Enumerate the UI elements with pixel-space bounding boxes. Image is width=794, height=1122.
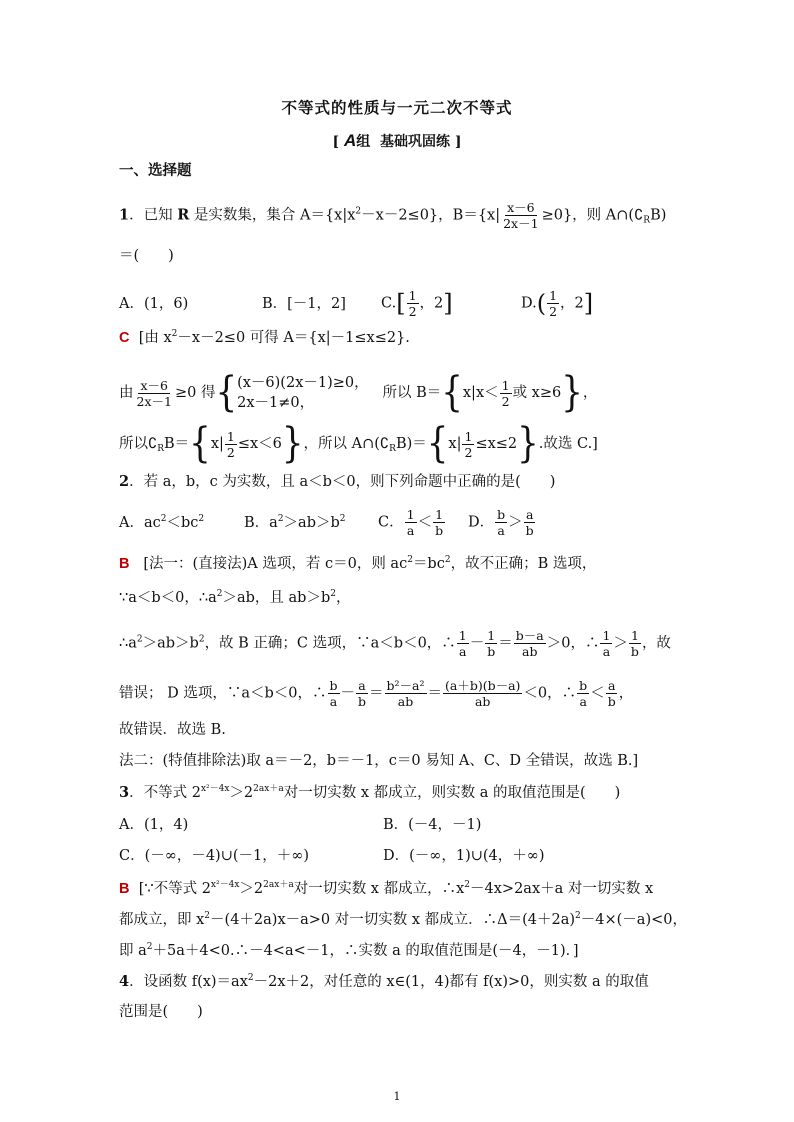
solution-text: ∴a bbox=[119, 635, 137, 652]
q1-option-b: B．[－1，2] bbox=[262, 296, 346, 312]
denominator: 2 bbox=[226, 444, 235, 460]
denominator: 2x－1 bbox=[136, 393, 172, 409]
group-subtitle bbox=[0, 131, 794, 152]
page-number: 1 bbox=[393, 1090, 401, 1103]
denominator: 2 bbox=[464, 444, 473, 460]
q2-answer: B bbox=[119, 556, 130, 572]
exponent: x²－4x bbox=[200, 784, 230, 794]
q1-text: ≥0}，则 A∩(∁ bbox=[541, 207, 644, 224]
solution-text: －(4＋2a)x－a>0 对一切实数 x 都成立．∴Δ＝(4＋2a) bbox=[210, 912, 576, 928]
q2-solution-line5: 故错误．故选 B. bbox=[119, 722, 226, 738]
solution-text: 所以∁ bbox=[119, 436, 158, 452]
solution-text: －x－2≤0 可得 A＝{x|－1≤x≤2}. bbox=[177, 330, 410, 346]
solution-text: 错误； D 选项，∵a＜b＜0，∴ bbox=[119, 685, 327, 702]
solution-text: ， bbox=[582, 385, 598, 401]
option-label: C. bbox=[381, 295, 397, 312]
denominator: 2 bbox=[408, 304, 417, 319]
q2-line1 bbox=[119, 472, 679, 492]
bracket-open: [ bbox=[332, 134, 340, 150]
exponent: 2ax＋a bbox=[253, 784, 284, 794]
option-label: C． bbox=[378, 514, 404, 531]
solution-text: .故选 C.] bbox=[538, 436, 598, 452]
numerator: (a＋b)(b－a) bbox=[445, 678, 521, 693]
q3-line1 bbox=[119, 783, 679, 803]
solution-text: －4×(－a)<0， bbox=[580, 912, 687, 928]
solution-text: － bbox=[340, 685, 356, 702]
system-line: (x－6)(2x－1)≥0， bbox=[237, 375, 369, 391]
solution-text: －4x>2ax＋a 对一切实数 x bbox=[470, 881, 654, 897]
option-text: ＞ bbox=[508, 514, 523, 531]
denominator: ab bbox=[522, 644, 538, 659]
q2-number: 2 bbox=[119, 473, 130, 490]
set-text: x| bbox=[210, 436, 224, 452]
q1-text: ．已知 bbox=[129, 207, 178, 224]
q2-option-b: B．$a^2>ab>b^2$ bbox=[244, 514, 346, 531]
numerator: 1 bbox=[549, 288, 558, 303]
q1-text: B) bbox=[650, 207, 667, 224]
solution-text: ＝ bbox=[427, 685, 443, 702]
solution-text: ，故 bbox=[641, 635, 671, 652]
solution-text: ＞2 bbox=[239, 881, 264, 897]
q1-text: －x－2≤0}，B＝{x| bbox=[361, 207, 501, 224]
numerator: b²－a² bbox=[386, 678, 425, 693]
subscript: R bbox=[389, 444, 396, 454]
option-text: ＞ab＞b bbox=[283, 515, 340, 531]
option-text: B．a bbox=[244, 515, 278, 531]
solution-text: 即 a bbox=[119, 943, 147, 959]
solution-text: ≥0 得 bbox=[174, 385, 216, 401]
section-heading: 一、选择题 bbox=[119, 162, 192, 179]
q3-text: 对一切实数 x 都成立，则实数 a 的取值范围是( ) bbox=[283, 785, 621, 801]
q1-solution-line3: 所以$∁_RB=\{x|$ $\frac{1}{2}$ ≤x＜6}，所以 $A\cap(∁_RB)=\{x|$ $\frac{1}{2}$ ≤x≤2}.故选 C.] bbox=[119, 420, 598, 468]
denominator: ab bbox=[397, 694, 414, 709]
numerator: x－6 bbox=[507, 200, 535, 215]
solution-text: ， bbox=[335, 590, 351, 606]
group-letter: A bbox=[343, 131, 357, 150]
subscript: R bbox=[157, 444, 165, 454]
system-line: 2x－1≠0， bbox=[237, 395, 315, 411]
solution-text: 对一切实数 x 都成立，∴x bbox=[293, 881, 465, 897]
solution-text: － bbox=[469, 635, 485, 652]
q2-solution-line3: $\therefore a^2>ab>b^2$，故 B 正确；C 选项，∵a＜b＜0，∴ $\frac{1}{a}$ － $\frac{1}{b}$ ＝ $\frac{b-a}{ab}$ ＞0，∴ $\frac{1}{a}$ ＞ $\frac{1}{b}$ ，故 bbox=[119, 628, 671, 659]
q2-option-c: C． $\frac{1}{a}$ ＜ $\frac{1}{b}$ bbox=[378, 507, 444, 538]
solution-text: ＞0，∴ bbox=[546, 635, 600, 652]
option-text: ，2 bbox=[560, 295, 584, 312]
numerator: 1 bbox=[408, 288, 417, 303]
solution-text: ，故不正确；B 选项， bbox=[450, 556, 597, 572]
group-name: 基础巩固练 bbox=[380, 134, 451, 150]
solution-text: ＋5a＋4<0.∴－4<a<－1，∴实数 a 的取值范围是(－4，－1)．] bbox=[152, 943, 579, 959]
solution-text: 都成立，即 x bbox=[119, 912, 205, 928]
solution-text: [由 x bbox=[138, 330, 172, 346]
solution-text: ＜ bbox=[590, 685, 605, 702]
solution-text: 由 bbox=[119, 385, 134, 401]
q1-option-d: D.( $\frac{1}{2}$ ，2] bbox=[521, 288, 594, 319]
q3-text: ＞2 bbox=[229, 785, 254, 801]
q1-number: 1 bbox=[119, 206, 130, 224]
q3-option-c: C．(－∞，－4)∪(－1，＋∞) bbox=[119, 848, 309, 864]
q1-option-a: A．(1，6) bbox=[119, 296, 189, 312]
numerator: 1 bbox=[464, 428, 473, 444]
q2-solution-line4: 错误； D 选项，∵a＜b＜0，∴ $\frac{b}{a}$ － $\frac{a}{b}$ ＝ $\frac{\text{b²－a²}}{ab}$ ＝ $\frac{(a+b)(b-a)}{ab}$ ＜0，∴ $\frac{b}{a}$ ＜ $\frac{a}{b}$ ， bbox=[119, 678, 634, 709]
q3-number: 3 bbox=[119, 784, 130, 801]
denominator: ab bbox=[474, 694, 491, 709]
q2-option-d: D． $\frac{b}{a}$ ＞ $\frac{a}{b}$ bbox=[468, 507, 534, 538]
q4-text: ．设函数 f(x)＝ax bbox=[129, 974, 248, 990]
q3-answer: B bbox=[119, 881, 130, 897]
q2-option-a: A．$ac^2<bc^2$ bbox=[119, 514, 205, 531]
set-text: x|x＜ bbox=[462, 385, 499, 401]
q4-line1: 4．设函数 $f(x)=ax^2-2x+2$，对任意的 x∈(1，4)都有 f(x)>0，则实数 a 的取值 bbox=[119, 973, 649, 990]
solution-text: ，所以 A∩(∁ bbox=[303, 436, 390, 452]
option-text: ＜bc bbox=[166, 515, 199, 531]
q1-text: 是实数集，集合 A＝{x|x bbox=[189, 207, 356, 224]
solution-text: ∵a＜b＜0，∴a bbox=[119, 590, 217, 606]
q2-solution-line6: 法二：(特值排除法)取 a＝－2，b＝－1，c＝0 易知 A、C、D 全错误，故选 B.] bbox=[119, 753, 639, 769]
denominator: 2 bbox=[549, 304, 558, 319]
solution-text: B)＝ bbox=[395, 436, 427, 452]
option-label: D． bbox=[468, 514, 495, 531]
solution-text: ＞ bbox=[613, 635, 628, 652]
q3-text: ．不等式 2 bbox=[129, 785, 201, 801]
solution-text: [∵不等式 2 bbox=[138, 881, 211, 897]
q1-fraction bbox=[501, 200, 540, 231]
solution-text: 所以 B＝ bbox=[382, 385, 442, 401]
q1-answer: C bbox=[119, 330, 130, 346]
option-text: ＜ bbox=[417, 514, 433, 531]
set-text: ≤x≤2 bbox=[475, 436, 518, 452]
denominator: 2 bbox=[501, 393, 510, 409]
option-text: ，2 bbox=[419, 295, 444, 312]
solution-text: ＞ab＞b bbox=[142, 635, 199, 652]
q1-option-c: C.[ $\frac{1}{2}$ ，2] bbox=[381, 288, 453, 319]
q3-option-b: B．(－4，－1) bbox=[383, 817, 482, 833]
q4-text: －2x＋2，对任意的 x∈(1，4)都有 f(x)>0，则实数 a 的取值 bbox=[253, 974, 649, 990]
q4-line2: 范围是( ) bbox=[119, 1004, 203, 1020]
option-text: A．ac bbox=[119, 515, 161, 531]
set-text: x| bbox=[448, 436, 462, 452]
numerator: b－a bbox=[515, 628, 544, 643]
q3-option-a: A．(1，4) bbox=[119, 817, 189, 833]
q3-solution-line2: 都成立，即 $x^2-(4+2a)x-a>0$ 对一切实数 x 都成立．$\therefore\Delta=(4+2a)^2-4\times(-a)<0$， bbox=[119, 911, 687, 928]
q4-number: 4 bbox=[119, 973, 130, 990]
solution-text: ＝ bbox=[369, 685, 384, 702]
q2-text: ．若 a，b，c 为实数，且 a＜b＜0，则下列命题中正确的是( ) bbox=[129, 474, 556, 490]
q2-solution-line2: ∵a＜b＜0，$\therefore a^2>ab$，且 $ab>b^2$， bbox=[119, 589, 351, 606]
solution-text: ＞ab，且 ab＞b bbox=[222, 590, 331, 606]
solution-text: ＝ bbox=[498, 635, 513, 652]
equation-system bbox=[237, 373, 369, 413]
denominator: 2x－1 bbox=[503, 216, 539, 231]
exponent: x²－4x bbox=[210, 880, 240, 890]
set-text: ≤x＜6 bbox=[237, 436, 282, 452]
set-text: 或 x≥6 bbox=[512, 385, 562, 401]
q1-solution-line1: C [由 $x^2-x-2\le 0$ 可得 A＝{x|－1≤x≤2}. bbox=[119, 329, 410, 346]
numerator: 1 bbox=[501, 377, 510, 393]
option-label: D. bbox=[521, 295, 537, 312]
numerator: 1 bbox=[226, 428, 235, 444]
q2-solution-line1: B [法一：(直接法)A 选项，若 c＝0，则 $ac^2=bc^2$，故不正确；B 选项， bbox=[119, 555, 597, 572]
q1-solution-line2: 由 $\frac{x-6}{2x-1}$ ≥0 得{ (x－6)(2x－1)≥0， 2x－1≠0， 所以 B＝{x|x＜ $\frac{1}{2}$ 或 x≥6}， bbox=[119, 369, 598, 417]
numerator: x－6 bbox=[140, 377, 168, 393]
solution-text: ＜0，∴ bbox=[523, 685, 577, 702]
q1-R: R bbox=[177, 206, 190, 224]
group-word: 组 bbox=[356, 134, 371, 150]
subscript: R bbox=[643, 215, 651, 226]
bracket-close: ] bbox=[454, 134, 462, 150]
q3-option-d: D．(－∞，1)∪(4，＋∞) bbox=[383, 848, 545, 864]
solution-text: ，故 B 正确；C 选项，∵a＜b＜0，∴ bbox=[204, 635, 456, 652]
solution-text: B＝ bbox=[164, 436, 190, 452]
q1-line1: 1．已知 R 是实数集，集合 $A=\{x|x^2-x-2\le 0\}$，B＝{x| $\frac{x-6}{2x-1}$ ≥0}，则 $A\cap(∁_RB)$ bbox=[119, 200, 667, 231]
q1-line2: ＝( ) bbox=[119, 248, 174, 264]
q3-solution-line1: B [∵不等式 $2^{x^2-4x}>2^{2ax+a}$对一切实数 x 都成立，$\therefore x^2-4x>2ax+a$ 对一切实数 x bbox=[119, 880, 654, 897]
solution-text: ＝bc bbox=[412, 556, 445, 572]
q3-solution-line3: 即 $a^2+5a+4<0.\therefore-4<a<-1$，∴实数 a 的取值范围是(－4，－1)．] bbox=[119, 942, 579, 959]
exponent: 2ax＋a bbox=[263, 880, 294, 890]
page-title: 不等式的性质与一元二次不等式 bbox=[281, 98, 513, 117]
solution-text: [法一：(直接法)A 选项，若 c＝0，则 ac bbox=[143, 556, 408, 572]
solution-text: ， bbox=[618, 685, 634, 702]
